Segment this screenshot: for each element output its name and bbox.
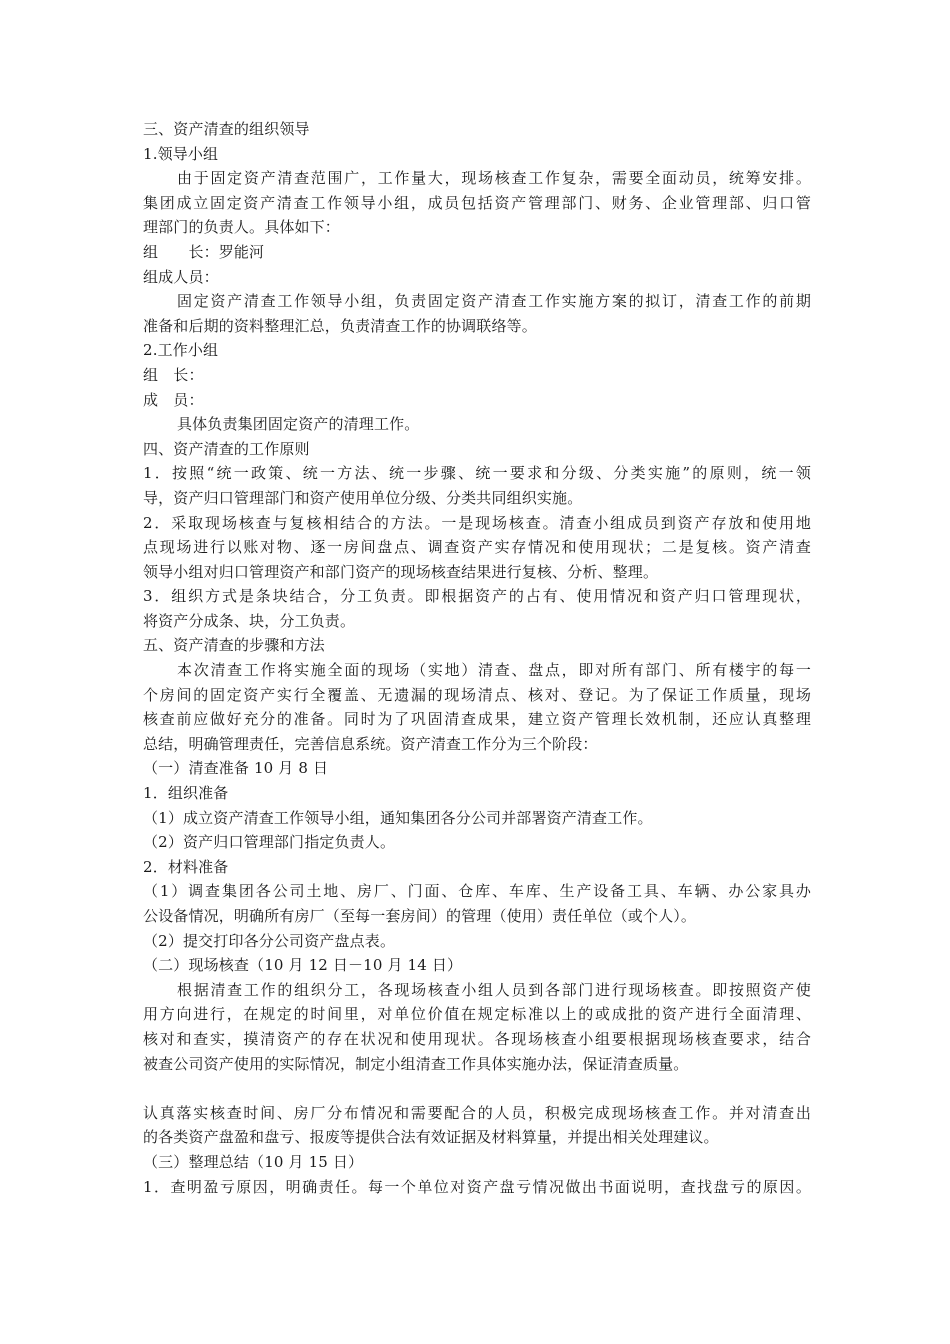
blank-line [143, 1076, 811, 1101]
group-leader-line: 组 长：罗能河 [143, 242, 265, 261]
stage-heading-1: （一）清查准备 10 月 8 日 [143, 759, 329, 778]
paragraph-line: 核查前应做好充分的准备。同时为了巩固清查成果，建立资产管理长效机制，还应认真整理 [143, 710, 811, 729]
paragraph-line: 准备和后期的资料整理汇总，负责清查工作的协调联络等。 [143, 316, 537, 335]
section-heading-4: 四、资产清查的工作原则 [143, 439, 310, 458]
work-group-members-line: 成 员： [143, 390, 204, 409]
paragraph-line: 导，资产归口管理部门和资产使用单位分级、分类共同组织实施。 [143, 488, 583, 507]
subsection-heading-work-group: 2.工作小组 [143, 341, 219, 360]
paragraph-line: 总结，明确管理责任，完善信息系统。资产清查工作分为三个阶段： [143, 734, 598, 753]
stage-heading-2: （二）现场核查（10 月 12 日－10 月 14 日） [143, 956, 463, 975]
list-item: （1）调查集团各公司土地、房厂、门面、仓库、车库、生产设备工具、车辆、办公家具办 [143, 882, 811, 901]
paragraph-line: 个房间的固定资产实行全覆盖、无遗漏的现场清点、核对、登记。为了保证工作质量，现场 [143, 685, 811, 704]
paragraph-line: 由于固定资产清查范围广，工作量大，现场核查工作复杂，需要全面动员，统筹安排。 [177, 169, 811, 188]
list-item: （2）资产归口管理部门指定负责人。 [143, 833, 396, 852]
list-item: （1）成立资产清查工作领导小组，通知集团各分公司并部署资产清查工作。 [143, 808, 653, 827]
paragraph-line: 根据清查工作的组织分工，各现场核查小组人员到各部门进行现场核查。即按照资产使 [177, 980, 811, 999]
paragraph-line: 被查公司资产使用的实际情况，制定小组清查工作具体实施办法，保证清查质量。 [143, 1054, 689, 1073]
paragraph-line: 用方向进行，在规定的时间里，对单位价值在规定标准以上的或成批的资产进行全面清理、 [143, 1005, 811, 1024]
paragraph-line: 1．查明盈亏原因，明确责任。每一个单位对资产盘亏情况做出书面说明，查找盘亏的原因。 [143, 1177, 811, 1196]
document-body [143, 117, 811, 1199]
list-item: （2）提交打印各分公司资产盘点表。 [143, 931, 396, 950]
work-group-leader-line: 组 长： [143, 365, 204, 384]
paragraph-line: 将资产分成条、块，分工负责。 [143, 611, 356, 630]
paragraph-line: 核对和查实，摸清资产的存在状况和使用现状。各现场核查小组要根据现场核查要求，结合 [143, 1029, 811, 1048]
paragraph-line: 的各类资产盘盈和盘亏、报废等提供合法有效证据及材料算量，并提出相关处理建议。 [143, 1128, 719, 1147]
paragraph-line: 理部门的负责人。具体如下： [143, 218, 340, 237]
paragraph-line: 集团成立固定资产清查工作领导小组，成员包括资产管理部门、财务、企业管理部、归口管 [143, 193, 811, 212]
paragraph-line: 2．采取现场核查与复核相结合的方法。一是现场核查。清查小组成员到资产存放和使用地 [143, 513, 811, 532]
item-heading: 1．组织准备 [143, 784, 229, 803]
paragraph-line: 具体负责集团固定资产的清理工作。 [177, 415, 420, 434]
paragraph-line: 1．按照“统一政策、统一方法、统一步骤、统一要求和分级、分类实施”的原则，统一领 [143, 464, 811, 483]
section-heading-5: 五、资产清查的步骤和方法 [143, 636, 325, 655]
paragraph-line: 点现场进行以账对物、逐一房间盘点、调查资产实存情况和使用现状；二是复核。资产清查 [143, 538, 811, 557]
paragraph-line: 领导小组对归口管理资产和部门资产的现场核查结果进行复核、分析、整理。 [143, 562, 659, 581]
list-item-continuation: 公设备情况，明确所有房厂（至每一套房间）的管理（使用）责任单位（或个人）。 [143, 907, 697, 925]
group-members-line: 组成人员： [143, 267, 219, 286]
section-heading-3: 三、资产清查的组织领导 [143, 120, 310, 138]
subsection-heading-leadership-group: 1.领导小组 [143, 144, 219, 163]
item-heading: 2．材料准备 [143, 857, 229, 876]
paragraph-line: 认真落实核查时间、房厂分布情况和需要配合的人员，积极完成现场核查工作。并对清查出 [143, 1103, 811, 1122]
paragraph-line: 本次清查工作将实施全面的现场（实地）清查、盘点，即对所有部门、所有楼宇的每一 [177, 661, 811, 680]
paragraph-line: 3．组织方式是条块结合，分工负责。即根据资产的占有、使用情况和资产归口管理现状， [143, 587, 811, 606]
stage-heading-3: （三）整理总结（10 月 15 日） [143, 1152, 364, 1171]
paragraph-line: 固定资产清查工作领导小组，负责固定资产清查工作实施方案的拟订，清查工作的前期 [177, 292, 811, 311]
